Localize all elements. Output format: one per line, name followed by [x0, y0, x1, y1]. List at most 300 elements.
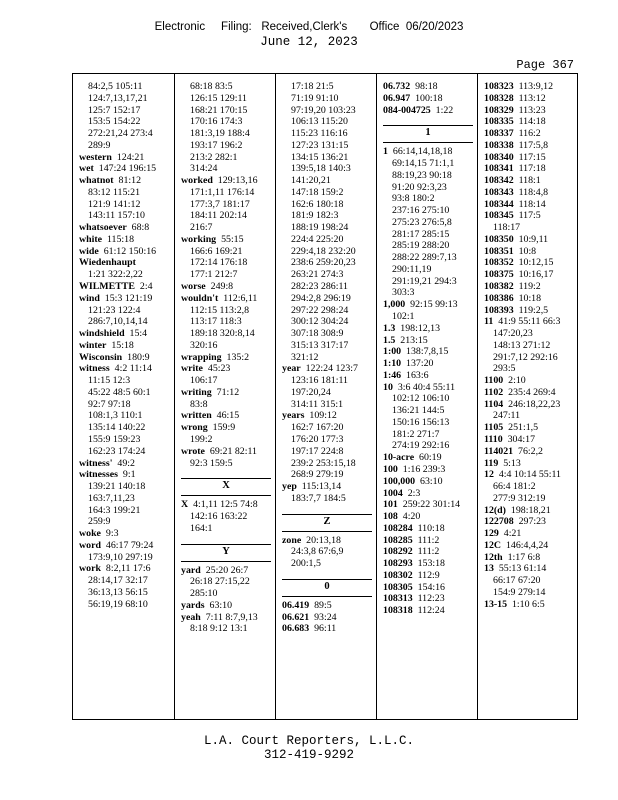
index-continuation: 118:17 [493, 222, 521, 234]
index-entry [181, 422, 275, 434]
index-entry [484, 81, 579, 93]
index-term: whatnot [79, 175, 114, 187]
page-line-refs: 114:18 [518, 116, 546, 128]
index-continuation: 181:9 182:3 [291, 210, 339, 222]
page-line-refs: 4:20 [402, 511, 421, 523]
index-term: 10 [383, 381, 393, 393]
page-line-refs: 55:13 61:14 [498, 563, 547, 575]
index-continuation: 125:7 152:17 [88, 104, 141, 116]
page-line-refs: 4:1,11 12:5 74:8 [193, 499, 258, 511]
index-term: 12th [484, 551, 503, 563]
index-entry [484, 516, 579, 528]
index-term: zone [282, 534, 302, 546]
index-entry [484, 246, 579, 258]
index-term: white [79, 233, 103, 245]
index-term: 06.947 [383, 92, 411, 104]
page-line-refs: 1:17 6:8 [507, 551, 541, 563]
index-continuation: 297:22 298:24 [291, 304, 349, 316]
index-continuation: 106:17 [190, 375, 218, 387]
index-term: 11 [484, 316, 494, 328]
index-term: write [181, 363, 203, 375]
page-line-refs: 68:8 [131, 222, 150, 234]
index-continuation: 290:11,19 [392, 263, 432, 275]
page-line-refs: 2:4 [139, 281, 153, 293]
index-entry [181, 281, 275, 293]
index-continuation: 303:3 [392, 287, 415, 299]
index-entry [484, 93, 579, 105]
page-line-refs: 10:16,17 [518, 269, 554, 281]
page-line-refs: 55:15 [221, 233, 244, 245]
index-continuation: 17:18 21:5 [291, 81, 334, 92]
index-continuation: 1:21 322:2,22 [88, 269, 143, 281]
page-line-refs: 61:12 150:16 [103, 245, 157, 257]
page-line-refs: 146:4,4,24 [505, 539, 549, 551]
index-entry [181, 410, 275, 422]
index-entry [79, 152, 174, 164]
index-entry [79, 469, 174, 481]
index-term: 13 [484, 563, 494, 575]
index-continuation: 293:5 [493, 363, 516, 375]
index-continuation: 247:11 [493, 410, 521, 422]
index-term: years [282, 410, 305, 422]
index-continuation: 181:2 271:7 [392, 428, 440, 440]
index-entry [282, 600, 376, 612]
index-continuation: 291:7,12 292:16 [493, 351, 558, 363]
index-entry [484, 269, 579, 281]
index-term: 1,000 [383, 299, 406, 311]
index-term: WILMETTE [79, 281, 135, 293]
page-line-refs: 10:12,15 [518, 257, 554, 269]
index-continuation: 314:11 315:1 [291, 398, 344, 410]
index-continuation: 162:6 180:18 [291, 198, 344, 210]
index-continuation: 184:11 202:14 [190, 210, 247, 222]
index-entry [181, 363, 275, 375]
index-entry [484, 528, 579, 540]
index-term: yep [282, 481, 297, 493]
page-line-refs: 7:11 8:7,9,13 [205, 611, 258, 623]
index-continuation: 102:12 106:10 [392, 393, 450, 405]
index-term: word [79, 539, 101, 551]
index-entry [79, 458, 174, 470]
index-entry [383, 81, 477, 93]
page-line-refs: 63:10 [209, 599, 233, 611]
index-continuation: 115:23 116:16 [291, 128, 348, 140]
page-line-refs: 10:18 [518, 292, 542, 304]
page-line-refs: 112:9 [417, 569, 440, 581]
index-continuation: 237:16 275:10 [392, 205, 450, 217]
index-continuation: 173:9,10 297:19 [88, 551, 153, 563]
index-entry [79, 222, 174, 234]
index-continuation: 274:19 292:16 [392, 440, 450, 452]
index-entry [484, 505, 579, 517]
page-line-refs: 163:6 [406, 369, 429, 381]
index-term: 108375 [484, 269, 514, 281]
page-line-refs: 117:5,8 [518, 139, 549, 151]
index-continuation: 177:1 212:7 [190, 269, 238, 281]
page-footer [0, 734, 618, 762]
index-entry [484, 105, 579, 117]
court-reporter-name: L.A. Court Reporters, L.L.C. [203, 734, 415, 748]
index-continuation: 84:2,5 105:11 [88, 81, 143, 92]
index-term: written [181, 410, 212, 422]
index-continuation: 124:7,13,17,21 [88, 92, 148, 104]
page-line-refs: 122:24 123:7 [305, 363, 358, 375]
letter-heading: 0 [282, 579, 372, 597]
page-line-refs: 111:2 [417, 546, 440, 558]
index-term: wind [79, 292, 100, 304]
index-term: worse [181, 281, 206, 293]
page-line-refs: 154:16 [417, 581, 445, 593]
index-entry [383, 146, 477, 158]
index-entry [79, 234, 174, 246]
index-term: worked [181, 175, 213, 187]
index-continuation: 139:21 140:18 [88, 481, 146, 493]
index-continuation: 183:7,7 184:5 [291, 492, 346, 504]
index-term: 122708 [484, 516, 514, 528]
page-line-refs: 93:24 [314, 611, 337, 623]
index-entry [181, 446, 275, 458]
page-line-refs: 147:24 196:15 [98, 163, 157, 175]
page-line-refs: 118:4,8 [518, 186, 549, 198]
index-entry [282, 623, 376, 635]
index-continuation: 291:19,21 294:3 [392, 275, 457, 287]
index-continuation: 281:17 285:15 [392, 228, 450, 240]
index-entry [484, 210, 579, 222]
page-line-refs: 110:18 [417, 522, 445, 534]
page-line-refs: 115:13,14 [301, 481, 342, 493]
index-continuation: 113:17 118:3 [190, 316, 242, 328]
page-line-refs: 112:24 [417, 605, 445, 617]
index-entry [383, 93, 477, 105]
index-continuation: 282:23 286:11 [291, 281, 348, 293]
index-term: 1105 [484, 422, 504, 434]
index-continuation: 106:13 115:20 [291, 116, 348, 128]
index-entry [79, 363, 174, 375]
index-entry [484, 116, 579, 128]
index-column-2 [174, 74, 275, 719]
index-term: yards [181, 599, 205, 611]
index-term: wet [79, 163, 94, 175]
index-term: 108352 [484, 257, 514, 269]
index-term: 06.621 [282, 611, 310, 623]
index-term: 1004 [383, 487, 403, 499]
index-continuation: 148:13 271:12 [493, 339, 551, 351]
filing-stamp-header: Electronic Filing: Received,Clerk's Office 06/20/2023 [154, 21, 464, 33]
index-continuation: 11:15 12:3 [88, 375, 131, 387]
page-line-refs: 46:17 79:24 [105, 539, 154, 551]
page-line-refs: 109:12 [309, 410, 337, 422]
index-continuation: 307:18 308:9 [291, 328, 344, 340]
index-entry [484, 399, 579, 411]
page-line-refs: 25:20 26:7 [205, 564, 249, 576]
index-entry [383, 488, 477, 500]
index-term: 06.732 [383, 81, 411, 92]
index-term: wouldn't [181, 292, 219, 304]
word-index-table [72, 73, 578, 720]
index-term: 108345 [484, 210, 514, 222]
page-line-refs: 9:3 [105, 528, 119, 540]
index-entry [484, 540, 579, 552]
index-continuation: 71:19 91:10 [291, 92, 339, 104]
index-continuation: 162:7 167:20 [291, 422, 344, 434]
index-continuation: 92:3 159:5 [190, 457, 233, 469]
index-entry [484, 563, 579, 575]
index-column-5 [477, 74, 579, 719]
index-term: writing [181, 386, 212, 398]
index-column-1 [73, 74, 174, 719]
index-entry [181, 234, 275, 246]
index-continuation: 229:4,18 232:20 [291, 245, 356, 257]
index-continuation: 163:7,11,23 [88, 492, 135, 504]
index-continuation: 166:6 169:21 [190, 245, 243, 257]
index-continuation: 147:20,23 [493, 328, 533, 340]
page-line-refs: 129:13,16 [217, 175, 258, 187]
index-entry [181, 293, 275, 305]
index-continuation: 108:1,3 110:1 [88, 410, 143, 422]
page-line-refs: 1:22 [435, 104, 454, 116]
index-term: 100,000 [383, 475, 416, 487]
index-continuation: 141:20,21 [291, 175, 331, 187]
page-line-refs: 251:1,5 [508, 422, 539, 434]
index-continuation: 162:23 174:24 [88, 445, 146, 457]
index-continuation: 193:17 196:2 [190, 139, 243, 151]
index-entry [383, 582, 477, 594]
index-term: 101 [383, 499, 398, 511]
page-line-refs: 116:2 [518, 128, 541, 140]
page-line-refs: 159:9 [212, 422, 236, 434]
page-line-refs: 10:9,11 [518, 233, 549, 245]
index-continuation: 66:4 181:2 [493, 481, 536, 493]
index-continuation: 112:15 113:2,8 [190, 304, 250, 316]
index-term: 108343 [484, 186, 514, 198]
index-continuation: 69:14,15 71:1,1 [392, 158, 455, 170]
index-continuation: 172:14 176:18 [190, 257, 248, 269]
index-continuation: 121:9 141:12 [88, 198, 141, 210]
index-entry [484, 434, 579, 446]
index-entry [79, 281, 174, 293]
index-entry [484, 552, 579, 564]
index-continuation: 259:9 [88, 516, 111, 528]
index-term: 129 [484, 528, 499, 540]
index-term: 108305 [383, 581, 413, 593]
index-term: 06.419 [282, 599, 310, 611]
index-continuation: 24:3,8 67:6,9 [291, 546, 344, 558]
index-entry [484, 375, 579, 387]
index-term: 12 [484, 469, 494, 481]
page-line-refs: 20:13,18 [306, 534, 341, 546]
page-line-refs: 246:18,22,23 [508, 398, 561, 410]
index-entry [484, 152, 579, 164]
index-entry [484, 446, 579, 458]
page-line-refs: 113:12 [518, 92, 546, 104]
index-entry [181, 352, 275, 364]
index-entry [79, 528, 174, 540]
index-continuation: 28:14,17 32:17 [88, 575, 148, 587]
index-term: 13-15 [484, 598, 508, 610]
letter-heading: 1 [383, 125, 473, 143]
index-continuation: 150:16 156:13 [392, 416, 450, 428]
index-entry [484, 163, 579, 175]
page-line-refs: 198:12,13 [400, 322, 441, 334]
page-line-refs: 92:15 99:13 [410, 299, 458, 311]
index-term: winter [79, 339, 107, 351]
index-entry [181, 175, 275, 187]
index-continuation: 164:3 199:21 [88, 504, 141, 516]
index-continuation: 147:18 159:2 [291, 186, 344, 198]
letter-heading: Y [181, 544, 271, 562]
index-term: 108 [383, 511, 398, 523]
index-entry [383, 605, 477, 617]
page-line-refs: 71:12 [216, 386, 240, 398]
page-line-refs: 113:9,12 [518, 81, 554, 92]
index-term: 1100 [484, 375, 504, 387]
index-entry [484, 469, 579, 481]
index-continuation: 127:23 131:15 [291, 139, 349, 151]
index-continuation: 36:13,13 56:15 [88, 586, 148, 598]
index-continuation: 170:16 174:3 [190, 116, 243, 128]
page-line-refs: 89:5 [314, 599, 332, 611]
index-continuation: 275:23 276:5,8 [392, 216, 452, 228]
index-continuation: 277:9 312:19 [493, 492, 546, 504]
page-line-refs: 1:10 6:5 [511, 598, 545, 610]
index-continuation: 288:22 289:7,13 [392, 252, 457, 264]
index-continuation: 143:11 157:10 [88, 210, 145, 222]
index-term: 12(d) [484, 504, 506, 516]
index-term: windshield [79, 328, 125, 340]
index-continuation: 239:2 253:15,18 [291, 457, 356, 469]
page-line-refs: 115:18 [106, 233, 135, 245]
page-line-refs: 49:2 [117, 457, 135, 469]
page-line-refs: 111:2 [417, 534, 440, 546]
page-line-refs: 5:13 [503, 457, 521, 469]
index-term: western [79, 151, 112, 163]
index-continuation: 164:1 [190, 522, 213, 534]
index-entry [484, 458, 579, 470]
index-term: 108386 [484, 292, 514, 304]
index-continuation: 142:16 163:22 [190, 511, 248, 523]
index-entry [484, 175, 579, 187]
index-term: whatsoever [79, 222, 127, 234]
index-term: yard [181, 564, 201, 576]
index-continuation: 285:10 [190, 588, 218, 600]
index-entry [79, 540, 174, 552]
index-continuation: 126:15 129:11 [190, 92, 247, 104]
page-line-refs: 4:21 [503, 528, 522, 540]
index-continuation: 300:12 304:24 [291, 316, 349, 328]
index-continuation: 263:21 274:3 [291, 269, 344, 281]
page-line-refs: 41:9 55:11 66:3 [498, 316, 561, 328]
page-line-refs: 180:9 [127, 351, 150, 363]
index-entry [282, 410, 376, 422]
index-continuation: 66:17 67:20 [493, 575, 541, 587]
index-entry [383, 452, 477, 464]
page-line-refs: 124:21 [116, 151, 145, 163]
index-term: 108393 [484, 304, 514, 316]
index-entry [484, 387, 579, 399]
index-term: 108329 [484, 104, 514, 116]
page-line-refs: 304:17 [507, 433, 536, 445]
index-continuation: 289:9 [88, 139, 111, 151]
page-line-refs: 117:5 [518, 210, 541, 222]
page-line-refs: 2:3 [407, 487, 421, 499]
index-term: 108337 [484, 128, 514, 140]
page-line-refs: 66:14,14,18,18 [392, 146, 453, 158]
page-line-refs: 213:15 [400, 334, 428, 346]
index-term: 114021 [484, 445, 514, 457]
index-entry [79, 163, 174, 175]
index-entry [282, 535, 376, 547]
index-entry [79, 328, 174, 340]
index-continuation: 176:20 177:3 [291, 433, 344, 445]
index-term: 108335 [484, 116, 514, 128]
index-term: Wiedenhaupt [79, 257, 136, 269]
index-term: 1110 [484, 433, 503, 445]
index-continuation: 88:19,23 90:18 [392, 169, 452, 181]
index-entry [484, 305, 579, 317]
index-term: 108318 [383, 605, 413, 617]
index-term: X [181, 499, 189, 511]
index-entry [383, 358, 477, 370]
index-continuation: 189:18 320:8,14 [190, 328, 255, 340]
index-entry [484, 140, 579, 152]
index-continuation: 155:9 159:23 [88, 433, 141, 445]
index-term: wrong [181, 422, 208, 434]
index-term: wrote [181, 445, 205, 457]
index-entry [181, 600, 275, 612]
index-term: 1:00 [383, 346, 402, 358]
index-continuation: 224:4 225:20 [291, 233, 344, 245]
index-term: 1.3 [383, 322, 396, 334]
page-line-refs: 45:23 [207, 363, 231, 375]
index-continuation: 197:20,24 [291, 386, 331, 398]
index-entry [383, 382, 477, 394]
page-line-refs: 235:4 269:4 [508, 386, 556, 398]
index-continuation: 213:2 282:1 [190, 151, 238, 163]
index-entry [79, 175, 174, 187]
index-continuation: 154:9 279:14 [493, 586, 546, 598]
page-line-refs: 259:22 301:14 [402, 499, 461, 511]
index-term: woke [79, 528, 101, 540]
index-term: 1:10 [383, 358, 402, 370]
index-entry [383, 370, 477, 382]
index-entry [79, 257, 174, 269]
index-continuation: 314:24 [190, 163, 218, 175]
index-entry [383, 593, 477, 605]
index-continuation: 272:21,24 273:4 [88, 128, 153, 140]
index-entry [383, 499, 477, 511]
index-term: 108292 [383, 546, 413, 558]
page-line-refs: 113:23 [518, 104, 546, 116]
index-entry [181, 612, 275, 624]
index-continuation: 134:15 136:21 [291, 151, 349, 163]
index-continuation: 197:17 224:8 [291, 445, 344, 457]
index-continuation: 91:20 92:3,23 [392, 181, 447, 193]
index-continuation: 56:19,19 68:10 [88, 598, 148, 610]
index-continuation: 121:23 122:4 [88, 304, 141, 316]
index-entry [484, 234, 579, 246]
index-continuation: 135:14 140:22 [88, 422, 146, 434]
index-term: 108284 [383, 522, 413, 534]
index-term: 1:46 [383, 369, 402, 381]
page-line-refs: 118:1 [518, 175, 541, 187]
index-continuation: 294:2,8 296:19 [291, 292, 351, 304]
index-entry [383, 546, 477, 558]
index-continuation: 321:12 [291, 351, 319, 363]
page-line-refs: 69:21 82:11 [209, 445, 257, 457]
index-term: 108351 [484, 245, 514, 257]
index-entry [79, 352, 174, 364]
index-entry [484, 199, 579, 211]
